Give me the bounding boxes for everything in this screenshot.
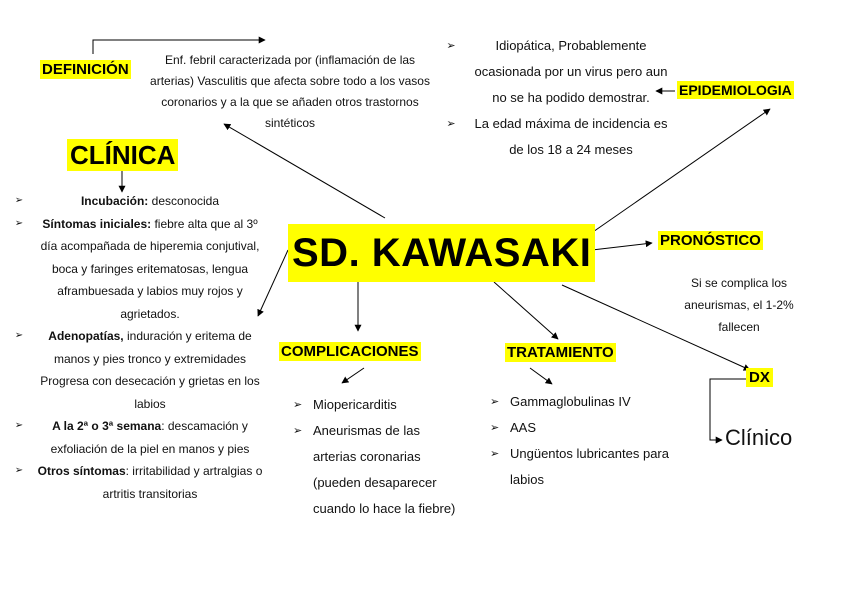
- definicion-text: Enf. febril caracterizada por (inflamación de las arterias) Vasculitis que afecta sobre todo a los vasos coronarios y a la que se añaden otros trastornos sintéticos: [150, 53, 430, 130]
- tratamiento-label: TRATAMIENTO: [507, 344, 614, 361]
- list-item: ➢ A la 2ª o 3ª semana: descamación y exfoliación de la piel en manos y pies: [5, 415, 267, 460]
- arrow-bullet-icon: ➢: [14, 195, 24, 206]
- list-item: ➢ Adenopatías, induración y eritema de manos y pies tronco y extremidades Progresa con desecación y grietas en los labios: [5, 325, 267, 415]
- arrow-bullet-icon: ➢: [14, 420, 24, 431]
- epidemiologia-list: [436, 33, 676, 163]
- arrow-bullet-icon: ➢: [490, 396, 500, 408]
- arrow-bullet-icon: ➢: [14, 330, 24, 341]
- dx-label: DX: [746, 368, 773, 387]
- arrow-bullet-icon: ➢: [14, 217, 24, 229]
- pronostico-text: Si se complica los aneurismas, el 1-2% fallecen: [684, 276, 794, 334]
- list-item: ➢ Ungüentos lubricantes para labios: [490, 441, 670, 493]
- list-item: ➢ La edad máxima de incidencia es de los 18 a 24 meses: [436, 111, 676, 163]
- tratamiento-arrow: [530, 368, 552, 384]
- list-item: ➢ Síntomas iniciales: fiebre alta que al 3º día acompañada de hiperemia conjutival, boca y faringes eritematosas, lengua aframbuesada y labios muy rojos y agrietados.: [5, 213, 267, 326]
- arrow-bullet-icon: ➢: [446, 118, 456, 130]
- dx-value: Clínico: [725, 425, 793, 450]
- arrow-bullet-icon: ➢: [14, 465, 24, 476]
- complicaciones-list: [293, 392, 463, 522]
- complicaciones-label: COMPLICACIONES: [281, 343, 419, 360]
- arrow-bullet-icon: ➢: [293, 399, 303, 411]
- list-item: ➢ Incubación: desconocida: [5, 190, 267, 213]
- pronostico-label: PRONÓSTICO: [660, 232, 761, 249]
- list-item: ➢ Aneurismas de las arterias coronarias (pueden desaparecer cuando lo hace la fiebre): [293, 418, 463, 522]
- definicion-label: DEFINICIÓN: [42, 61, 129, 78]
- list-item: ➢ Idiopática, Probablemente ocasionada por un virus pero aun no se ha podido demostrar.: [436, 33, 676, 111]
- complicaciones-arrow: [342, 368, 364, 383]
- main-title: SD. KAWASAKI: [288, 224, 595, 282]
- epidemiologia-label: EPIDEMIOLOGIA: [679, 82, 792, 98]
- arrow-bullet-icon: ➢: [446, 40, 456, 52]
- list-item: ➢ AAS: [490, 415, 670, 441]
- clinica-list: [5, 190, 267, 505]
- arrow-bullet-icon: ➢: [293, 425, 303, 437]
- arrow-bullet-icon: ➢: [490, 448, 500, 460]
- list-item: ➢ Miopericarditis: [293, 392, 463, 418]
- arrow-bullet-icon: ➢: [490, 422, 500, 434]
- list-item: ➢ Otros síntomas: irritabilidad y artralgias o artritis transitorias: [5, 460, 267, 505]
- clinica-label: CLÍNICA: [67, 139, 178, 171]
- tratamiento-list: [490, 389, 670, 493]
- list-item: ➢ Gammaglobulinas IV: [490, 389, 670, 415]
- center-to-pronostico-arrow: [592, 243, 652, 250]
- center-to-tratamiento-arrow: [494, 282, 558, 339]
